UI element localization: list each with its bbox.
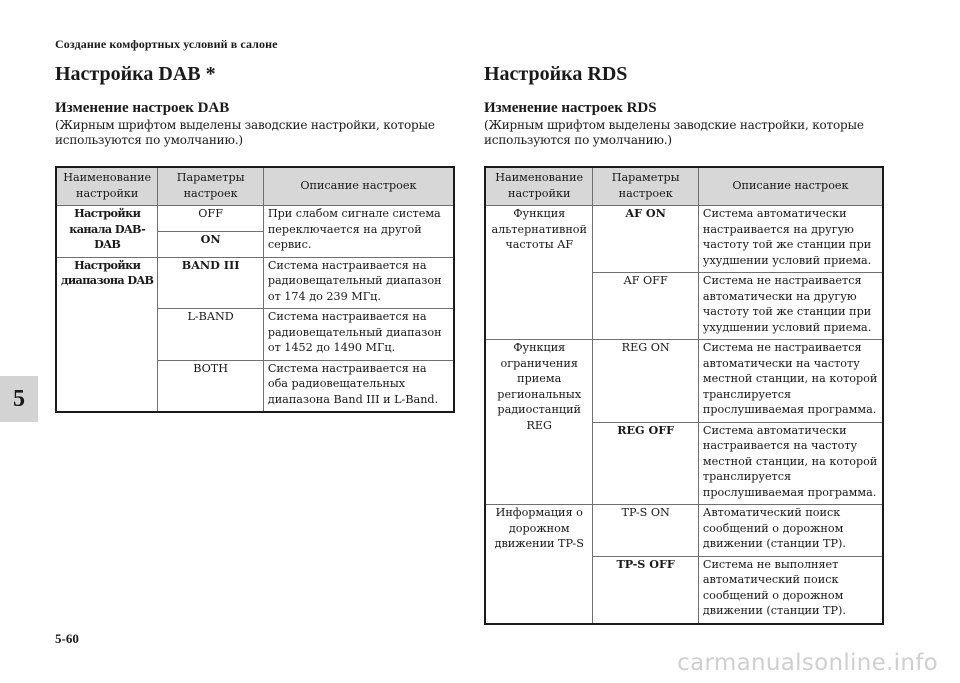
header-params: Параметры настроек	[593, 167, 698, 206]
setting-param: L-BAND	[158, 309, 263, 361]
table-row	[485, 505, 883, 557]
setting-param: REG ON	[593, 340, 698, 423]
setting-desc: Автоматический поиск сообщений о дорожном движении (станции TP).	[698, 505, 883, 557]
setting-desc: Система автоматически настраивается на другую частоту той же станции при ухудшении условий приема.	[698, 206, 883, 273]
setting-param: AF OFF	[593, 273, 698, 340]
setting-name: Информация о дорожном движении TP-S	[485, 505, 593, 624]
dab-note: (Жирным шрифтом выделены заводские настройки, которые используются по умолчанию.)	[55, 118, 435, 147]
setting-desc: Система не настраивается автоматически на частоту местной станции, на которой транслируется прослушиваемая программа.	[698, 340, 883, 423]
setting-name: Функция ограничения приема региональных радиостанций REG	[485, 340, 593, 505]
setting-desc: Система не выполняет автоматический поиск сообщений о дорожном движении (станции TP).	[698, 556, 883, 624]
setting-desc: Система не настраивается автоматически на другую частоту той же станции при ухудшении условий приема.	[698, 273, 883, 340]
setting-param: BAND III	[158, 257, 263, 309]
setting-param: AF ON	[593, 206, 698, 273]
dab-subtitle: Изменение настроек DAB	[55, 100, 230, 116]
rds-subtitle: Изменение настроек RDS	[484, 100, 657, 116]
table-row	[56, 257, 454, 309]
table-row	[485, 340, 883, 423]
rds-section	[484, 62, 884, 625]
rds-note: (Жирным шрифтом выделены заводские настройки, которые используются по умолчанию.)	[484, 118, 864, 147]
setting-name: Настройки диапазона DAB	[56, 257, 158, 412]
chapter-tab: 5	[0, 376, 38, 422]
running-head: Создание комфортных условий в салоне	[55, 37, 278, 51]
setting-param: TP-S OFF	[593, 556, 698, 624]
rds-settings-table	[484, 166, 884, 625]
setting-param: REG OFF	[593, 422, 698, 505]
watermark: carmanualsonline.info	[677, 650, 938, 676]
table-row	[485, 206, 883, 273]
setting-param: ON	[158, 231, 263, 257]
rds-title: Настройка RDS	[484, 63, 628, 85]
header-desc: Описание настроек	[698, 167, 883, 206]
setting-desc: Система настраивается на оба радиовещательных диапазона Band III и L-Band.	[263, 360, 454, 412]
setting-name: Функция альтернативной частоты AF	[485, 206, 593, 340]
header-desc: Описание настроек	[263, 167, 454, 206]
setting-desc: Система настраивается на радиовещательный диапазон от 174 до 239 МГц.	[263, 257, 454, 309]
table-header-row	[485, 167, 883, 206]
setting-param: OFF	[158, 206, 263, 232]
setting-desc: Система настраивается на радиовещательный диапазон от 1452 до 1490 МГц.	[263, 309, 454, 361]
header-name: Наименование настройки	[485, 167, 593, 206]
table-header-row	[56, 167, 454, 206]
dab-settings-table	[55, 166, 455, 413]
setting-desc: При слабом сигнале система переключается на другой сервис.	[263, 206, 454, 258]
setting-param: TP-S ON	[593, 505, 698, 557]
dab-section	[55, 62, 455, 413]
page-number: 5-60	[55, 631, 79, 646]
header-params: Параметры настроек	[158, 167, 263, 206]
setting-param: BOTH	[158, 360, 263, 412]
setting-name: Настройки канала DAB-DAB	[56, 206, 158, 258]
dab-title: Настройка DAB *	[55, 63, 216, 85]
setting-desc: Система автоматически настраивается на частоту местной станции, на которой транслируется прослушиваемая программа.	[698, 422, 883, 505]
table-row	[56, 206, 454, 232]
header-name: Наименование настройки	[56, 167, 158, 206]
